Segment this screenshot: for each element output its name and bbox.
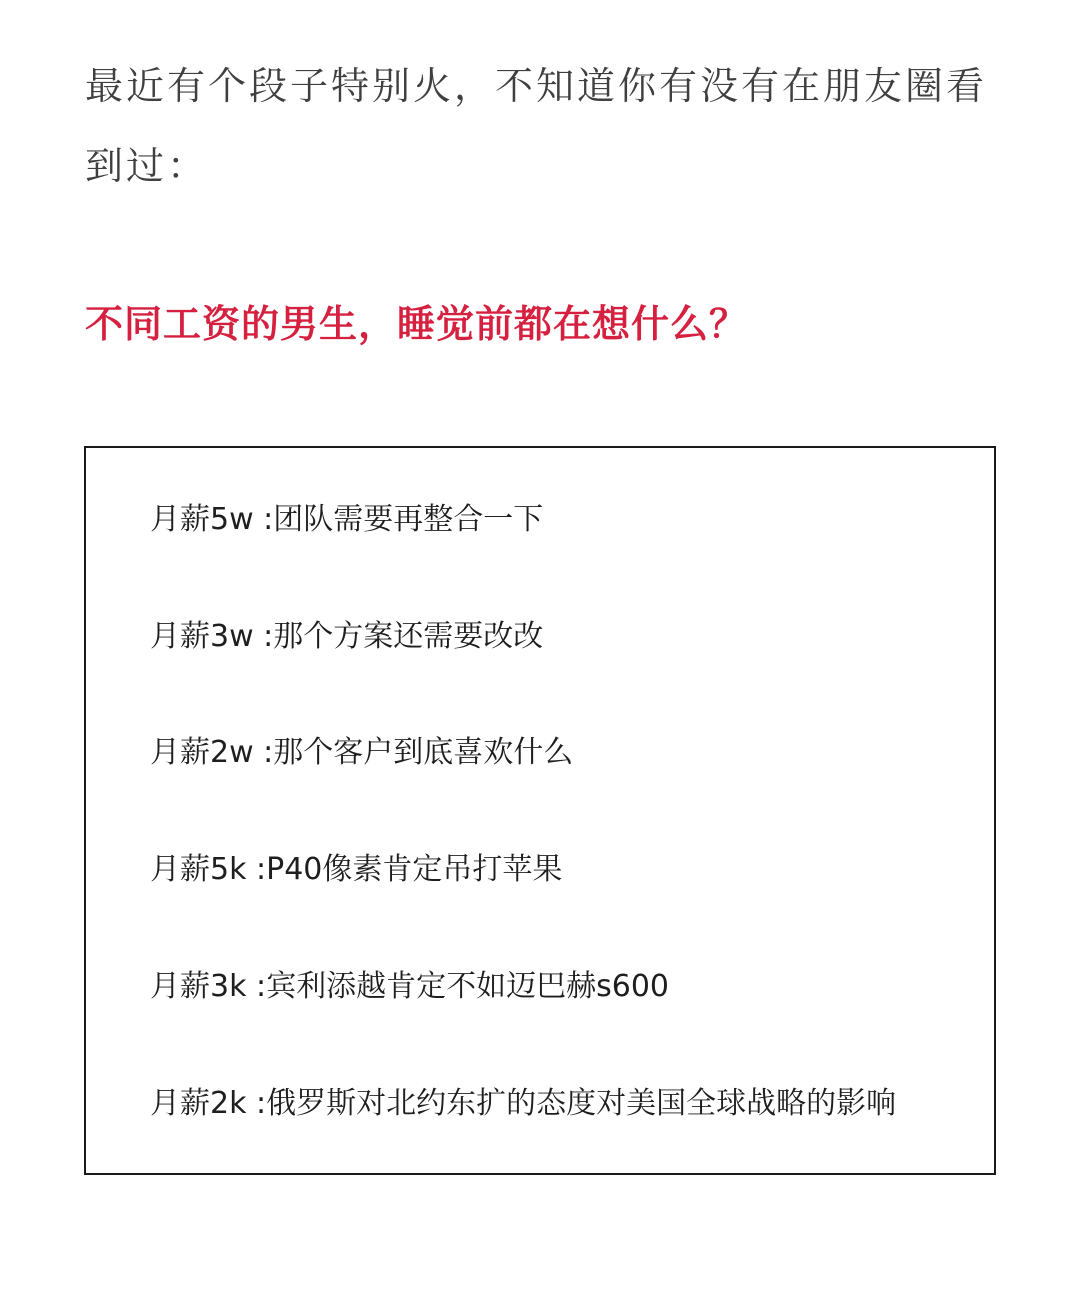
intro-paragraph: 最近有个段子特别火，不知道你有没有在朋友圈看到过： xyxy=(85,64,988,188)
quote-box xyxy=(84,446,996,1175)
quote-line-salary-3w: 月薪3w :那个方案还需要改改 xyxy=(150,619,544,654)
headline: 不同工资的男生，睡觉前都在想什么？ xyxy=(85,302,749,346)
quote-line-salary-2w: 月薪2w :那个客户到底喜欢什么 xyxy=(150,735,574,770)
quote-line-salary-3k: 月薪3k :宾利添越肯定不如迈巴赫s600 xyxy=(150,969,669,1004)
quote-line-salary-5k: 月薪5k :P40像素肯定吊打苹果 xyxy=(150,852,563,887)
quote-line-salary-2k: 月薪2k :俄罗斯对北约东扩的态度对美国全球战略的影响 xyxy=(150,1086,897,1121)
quote-line-salary-5w: 月薪5w :团队需要再整合一下 xyxy=(150,502,544,537)
